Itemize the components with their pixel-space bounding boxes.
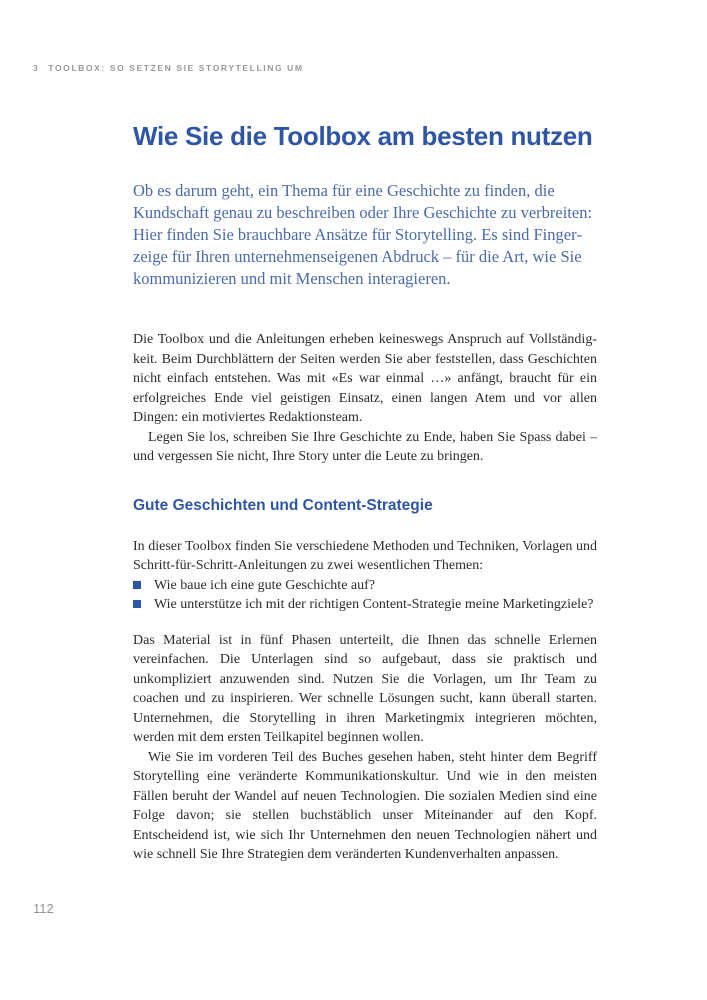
chapter-title: TOOLBOX: SO SETZEN SIE STORYTELLING UM bbox=[48, 63, 304, 73]
bullet-list bbox=[133, 576, 597, 615]
section-heading: Gute Geschichten und Content-Strategie bbox=[133, 496, 433, 514]
body-paragraph: Legen Sie los, schreiben Sie Ihre Geschichte zu Ende, haben Sie Spass dabei – und vergessen Sie nicht, Ihre Story unter die Leute zu bringen. bbox=[133, 429, 597, 464]
list-item-text: Wie baue ich eine gute Geschichte auf? bbox=[154, 577, 375, 593]
lead-paragraph: Ob es darum geht, ein Thema für eine Geschichte zu finden, die Kundschaft genau zu beschreiben oder Ihre Geschichte zu verbreiten: Hier finden Sie brauchbare Ansätze für Storytelling. Es sind Fingerzeige für Ihren unternehmenseigenen Abdruck – für die Art, wie Sie kommunizieren und mit Menschen interagieren. bbox=[133, 181, 593, 288]
list-item-text: Wie unterstütze ich mit der richtigen Content-Strategie meine Marketingziele? bbox=[154, 597, 594, 612]
bullet-square-icon bbox=[133, 581, 141, 589]
bullet-square-icon bbox=[133, 600, 141, 608]
list-item bbox=[133, 595, 597, 615]
list-item bbox=[133, 576, 597, 596]
body-paragraph: Das Material ist in fünf Phasen unterteilt, die Ihnen das schnelle Erlernen vereinfachen. Die Unterlagen sind so aufgebaut, dass sie praktisch und unkompliziert anzuwenden sind. Nutzen Sie die Vorlagen, um Ihr Team zu coachen und zu inspirieren. Wer schnelle Lösungen sucht, kann überall starten. Unternehmen, die Storytelling in ihren Marketingmix integrieren möchten, werden mit dem ersten Teilkapitel beginnen wollen. bbox=[133, 632, 597, 745]
page-content bbox=[133, 0, 597, 865]
body-paragraph: Die Toolbox und die Anleitungen erheben keineswegs Anspruch auf Vollständigkeit. Beim Durchblättern der Seiten werden Sie aber feststellen, dass Geschichten nicht einfach entstehen. Was mit «Es war einmal …» anfängt, braucht für ein erfolgreiches Ende viel geistigen Einsatz, einen langen Atem und vor allen Dingen: ein motiviertes Redaktionsteam. bbox=[133, 332, 597, 425]
page-number: 112 bbox=[33, 901, 54, 916]
body-paragraph: Wie Sie im vorderen Teil des Buches gesehen haben, steht hinter dem Begriff Storytelling eine veränderte Kommunikationskultur. Und wie in den meisten Fällen beruht der Wandel auf neuen Technologien. Die sozialen Medien sind eine Folge davon; sie stellen buchstäblich unser Miteinander auf den Kopf. Entscheidend ist, wie sich Ihr Unternehmen den neuen Technologien nähert und wie schnell Sie Ihre Strategien dem veränderten Kundenverhalten anpassen. bbox=[133, 749, 597, 862]
page-title: Wie Sie die Toolbox am besten nutzen bbox=[133, 121, 593, 151]
section-intro-paragraph: In dieser Toolbox finden Sie verschiedene Methoden und Techniken, Vorlagen und Schritt-für-Schritt-Anleitungen zu zwei wesentlichen Themen: bbox=[133, 538, 597, 573]
chapter-number: 3 bbox=[33, 63, 40, 73]
